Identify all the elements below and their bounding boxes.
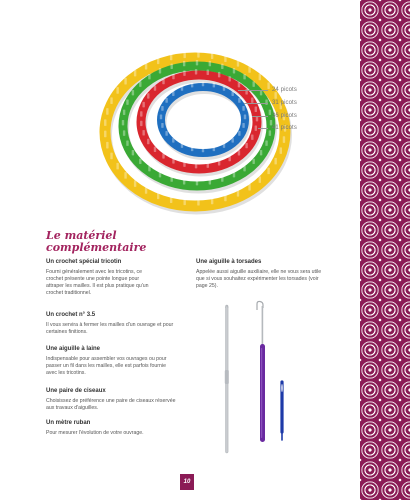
loom-peg	[134, 180, 136, 187]
decorative-pattern	[360, 0, 410, 500]
item-text: Il vous servira à fermer les mailles d'un ouvrage et pour certaines finitions.	[46, 322, 174, 335]
loom-peg	[147, 139, 149, 144]
ring-blue	[160, 82, 247, 157]
loom-peg	[211, 52, 213, 59]
loom-peg	[123, 110, 125, 115]
loom-peg	[260, 150, 262, 155]
loom-peg	[237, 60, 239, 67]
loom-peg	[248, 184, 250, 191]
loom-peg	[213, 146, 215, 151]
loom-peg	[170, 64, 172, 69]
section-title: Le matériel complémentaire	[46, 229, 147, 254]
item-title: Une aiguille à torsades	[196, 259, 262, 265]
item-text: Choisissez de préférence une paire de ciseaux réservée aux travaux d'aiguilles.	[46, 398, 176, 411]
loom-peg	[196, 180, 198, 185]
item-tricotin-hook	[46, 258, 186, 297]
loom-peg	[157, 193, 159, 200]
loom-peg	[191, 83, 193, 88]
loom-peg	[274, 158, 276, 165]
loom-peg	[132, 90, 134, 95]
loom-peg	[213, 83, 215, 88]
loom-peg	[139, 81, 141, 86]
page-number: 10	[180, 474, 194, 490]
loom-peg	[104, 119, 106, 126]
loom-peg	[196, 60, 198, 65]
item-title: Une aiguille à laine	[46, 346, 101, 352]
item-crochet-hook	[46, 311, 186, 336]
item-text: Fourni généralement avec les tricotins, ce crochet présente une pointe longue pour attraper les mailles. Il est plus pratique qu'un crochet traditionnel.	[46, 269, 149, 296]
loom-peg	[233, 172, 235, 177]
item-title: Une paire de ciseaux	[46, 388, 106, 394]
loom-peg	[122, 120, 124, 125]
loom-peg	[183, 71, 185, 76]
loom-peg	[195, 69, 197, 74]
loom-peg	[197, 199, 199, 206]
loom-peg	[207, 162, 209, 167]
loom-peg	[259, 74, 261, 81]
loom-peg	[154, 85, 156, 90]
item-text: Indispensable pour assembler vos ouvrages ou pour passer un fil dans les mailles, elle est parfois fournie avec les tricotins.	[46, 356, 167, 376]
item-text: Pour mesurer l'évolution de votre ouvrage.	[46, 430, 144, 436]
loom-peg	[154, 147, 156, 152]
loom-peg	[183, 51, 185, 58]
loom-peg	[162, 79, 164, 84]
loom-peg	[238, 98, 240, 103]
loom-peg	[165, 98, 167, 103]
loom-peg	[110, 97, 112, 104]
loom-peg	[231, 91, 233, 96]
loom-peg	[159, 172, 161, 177]
loom-peg	[159, 68, 161, 73]
callout-line-36	[252, 116, 268, 117]
loom-peg	[124, 172, 126, 179]
loom-peg	[104, 131, 106, 138]
item-cable-needle	[196, 258, 346, 290]
loom-peg	[211, 198, 213, 205]
loom-peg	[157, 57, 159, 64]
loom-peg	[242, 106, 244, 111]
item-tape-measure	[46, 419, 186, 437]
loom-peg	[148, 74, 150, 79]
item-title: Un crochet spécial tricotin	[46, 259, 122, 265]
loom-peg	[202, 82, 204, 87]
loom-peg	[162, 153, 164, 158]
callout-41-picots: 41 picots	[272, 125, 297, 131]
loom-peg	[231, 138, 233, 143]
loom-peg	[243, 166, 245, 171]
loom-peg	[237, 190, 239, 197]
loom-peg	[207, 70, 209, 75]
loom-peg	[274, 92, 276, 99]
loom-peg	[172, 74, 174, 79]
loom-peg	[228, 76, 230, 81]
loom-peg	[223, 143, 225, 148]
loom-peg	[181, 143, 183, 148]
loom-peg	[221, 176, 223, 181]
loom-peg	[161, 123, 163, 128]
loom-peg	[161, 106, 163, 111]
item-title: Un crochet n° 3.5	[46, 312, 96, 318]
loom-peg	[238, 131, 240, 136]
tricotin-hook-image	[257, 301, 265, 442]
loom-peg	[259, 176, 261, 183]
loom-peg	[172, 138, 174, 143]
crochet-hook-image	[225, 305, 229, 453]
loom-peg	[132, 150, 134, 155]
loom-peg	[183, 199, 185, 206]
callout-36-picots: 36 picots	[272, 113, 297, 119]
loom-peg	[145, 187, 147, 194]
loom-peg	[134, 70, 136, 77]
loom-peg	[209, 179, 211, 184]
loom-peg	[139, 159, 141, 164]
loom-peg	[140, 111, 142, 116]
loom-peg	[195, 163, 197, 168]
item-wool-needle	[46, 345, 186, 377]
loom-peg	[244, 115, 246, 120]
loom-peg	[172, 158, 174, 163]
loom-peg	[223, 86, 225, 91]
loom-peg	[269, 130, 271, 135]
loom-peg	[191, 146, 193, 151]
loom-peg	[140, 121, 142, 126]
wool-needle-image	[281, 382, 282, 440]
loom-peg	[224, 195, 226, 202]
loom-peg	[255, 125, 257, 130]
loom-peg	[106, 142, 108, 149]
loom-peg	[202, 148, 204, 153]
loom-peg	[283, 136, 285, 143]
item-title: Un mètre ruban	[46, 420, 91, 426]
loom-peg	[243, 74, 245, 79]
loom-peg	[238, 82, 240, 87]
loom-peg	[248, 66, 250, 73]
item-text: Appelée aussi aiguille auxiliaire, elle ne vous sera utile que si vous souhaitez expérimenter les torsades (voir page 25).	[196, 269, 322, 289]
loom-peg	[245, 143, 247, 148]
loom-peg	[183, 161, 185, 166]
loom-peg	[183, 179, 185, 184]
loom-peg	[142, 130, 144, 135]
loom-peg	[147, 93, 149, 98]
loom-peg	[252, 159, 254, 164]
loom-peg	[172, 91, 174, 96]
loom-peg	[170, 54, 172, 61]
loom-peg	[267, 168, 269, 175]
loom-peg	[255, 107, 257, 112]
loom-peg	[106, 108, 108, 115]
loom-peg	[221, 64, 223, 69]
loom-peg	[228, 156, 230, 161]
callout-31-picots: 31 picots	[272, 100, 297, 106]
loom-peg	[170, 196, 172, 203]
loom-peg	[142, 102, 144, 107]
loom-peg	[242, 123, 244, 128]
loom-peg	[123, 130, 125, 135]
item-scissors	[46, 387, 186, 412]
loom-peg	[267, 82, 269, 89]
loom-peg	[238, 150, 240, 155]
loom-peg	[252, 81, 254, 86]
loom-peg	[148, 166, 150, 171]
loom-peg	[183, 61, 185, 66]
loom-peg	[110, 153, 112, 160]
loom-peg	[197, 51, 199, 58]
loom-peg	[145, 63, 147, 70]
loom-peg	[165, 131, 167, 136]
loom-peg	[116, 163, 118, 170]
loom-peg	[209, 61, 211, 66]
loom-peg	[251, 135, 253, 140]
loom-peg	[160, 115, 162, 120]
loom-peg	[224, 55, 226, 62]
callout-line-24	[238, 90, 268, 91]
loom-peg	[124, 78, 126, 85]
loom-peg	[126, 99, 128, 104]
callout-24-picots: 24 picots	[272, 87, 297, 93]
callout-line-31	[244, 103, 268, 104]
tools-image	[215, 300, 335, 460]
loom-peg	[126, 141, 128, 146]
tools-svg	[215, 300, 335, 460]
loom-peg	[280, 147, 282, 154]
callout-line-41	[258, 128, 268, 129]
loom-peg	[170, 176, 172, 181]
loom-peg	[116, 87, 118, 94]
loom-peg	[233, 68, 235, 73]
loom-peg	[218, 72, 220, 77]
loom-peg	[269, 110, 271, 115]
loom-peg	[218, 160, 220, 165]
loom-peg	[181, 86, 183, 91]
loom-peg	[265, 141, 267, 146]
